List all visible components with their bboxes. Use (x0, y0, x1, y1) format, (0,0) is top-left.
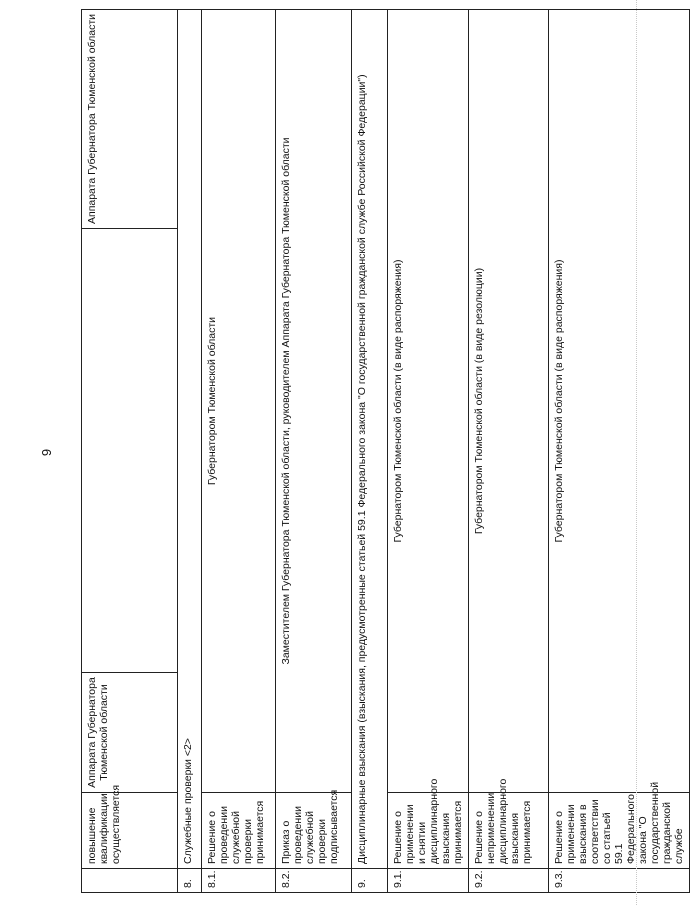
cell-continuation: Аппарата Губернатора Тюменской области (82, 10, 178, 229)
row-number: 8.2. (276, 869, 352, 893)
table-row (276, 10, 352, 893)
row-number: 8.1. (202, 869, 276, 893)
row-label: Решение о проведении служебной проверки принимается (202, 793, 276, 869)
table-row (388, 10, 469, 893)
row-number: 9.1. (388, 869, 469, 893)
authority-table (81, 9, 690, 893)
page-number: 9 (39, 448, 55, 457)
row-label: Решение о неприменении дисциплинарного взыскания принимается (469, 793, 549, 869)
row-number: 9.3. (549, 869, 690, 893)
cell-empty (82, 229, 178, 673)
table-row (469, 10, 549, 893)
row-label: Решение о применении взыскания в соответствии со статьей 59.1 Федерального закона "О государственной гражданской службе (549, 793, 690, 869)
table-row (549, 10, 690, 893)
row-value: Губернатором Тюменской области (в виде резолюции) (469, 10, 549, 793)
cell-empty (82, 869, 178, 893)
cell-continuation: повышение квалификации осуществляется (82, 793, 178, 869)
table-row (352, 10, 388, 893)
row-label: Решение о применении и снятии дисциплинарного взыскания принимается (388, 793, 469, 869)
page-edge-line (636, 0, 637, 905)
section-heading: Служебные проверки <2> (178, 10, 202, 869)
row-label: Приказ о проведении служебной проверки подписывается (276, 793, 352, 869)
row-value: Заместителем Губернатора Тюменской области, руководителем Аппарата Губернатора Тюменской области (276, 10, 352, 793)
cell-continuation: Аппарата Губернатора Тюменской области (82, 673, 178, 793)
table-row (178, 10, 202, 893)
row-value: Губернатором Тюменской области (в виде распоряжения) (549, 10, 690, 793)
table-row (202, 10, 276, 893)
table-row-header-continuation (82, 10, 178, 893)
row-value: Губернатором Тюменской области (202, 10, 276, 793)
row-number: 9.2. (469, 869, 549, 893)
rotated-table-wrapper (81, 10, 685, 893)
row-number: 8. (178, 869, 202, 893)
row-number: 9. (352, 869, 388, 893)
section-heading: Дисциплинарные взыскания (взыскания, предусмотренные статьей 59.1 Федерального закона "О государственной гражданской службе Российской Федерации") (352, 10, 388, 869)
row-value: Губернатором Тюменской области (в виде распоряжения) (388, 10, 469, 793)
